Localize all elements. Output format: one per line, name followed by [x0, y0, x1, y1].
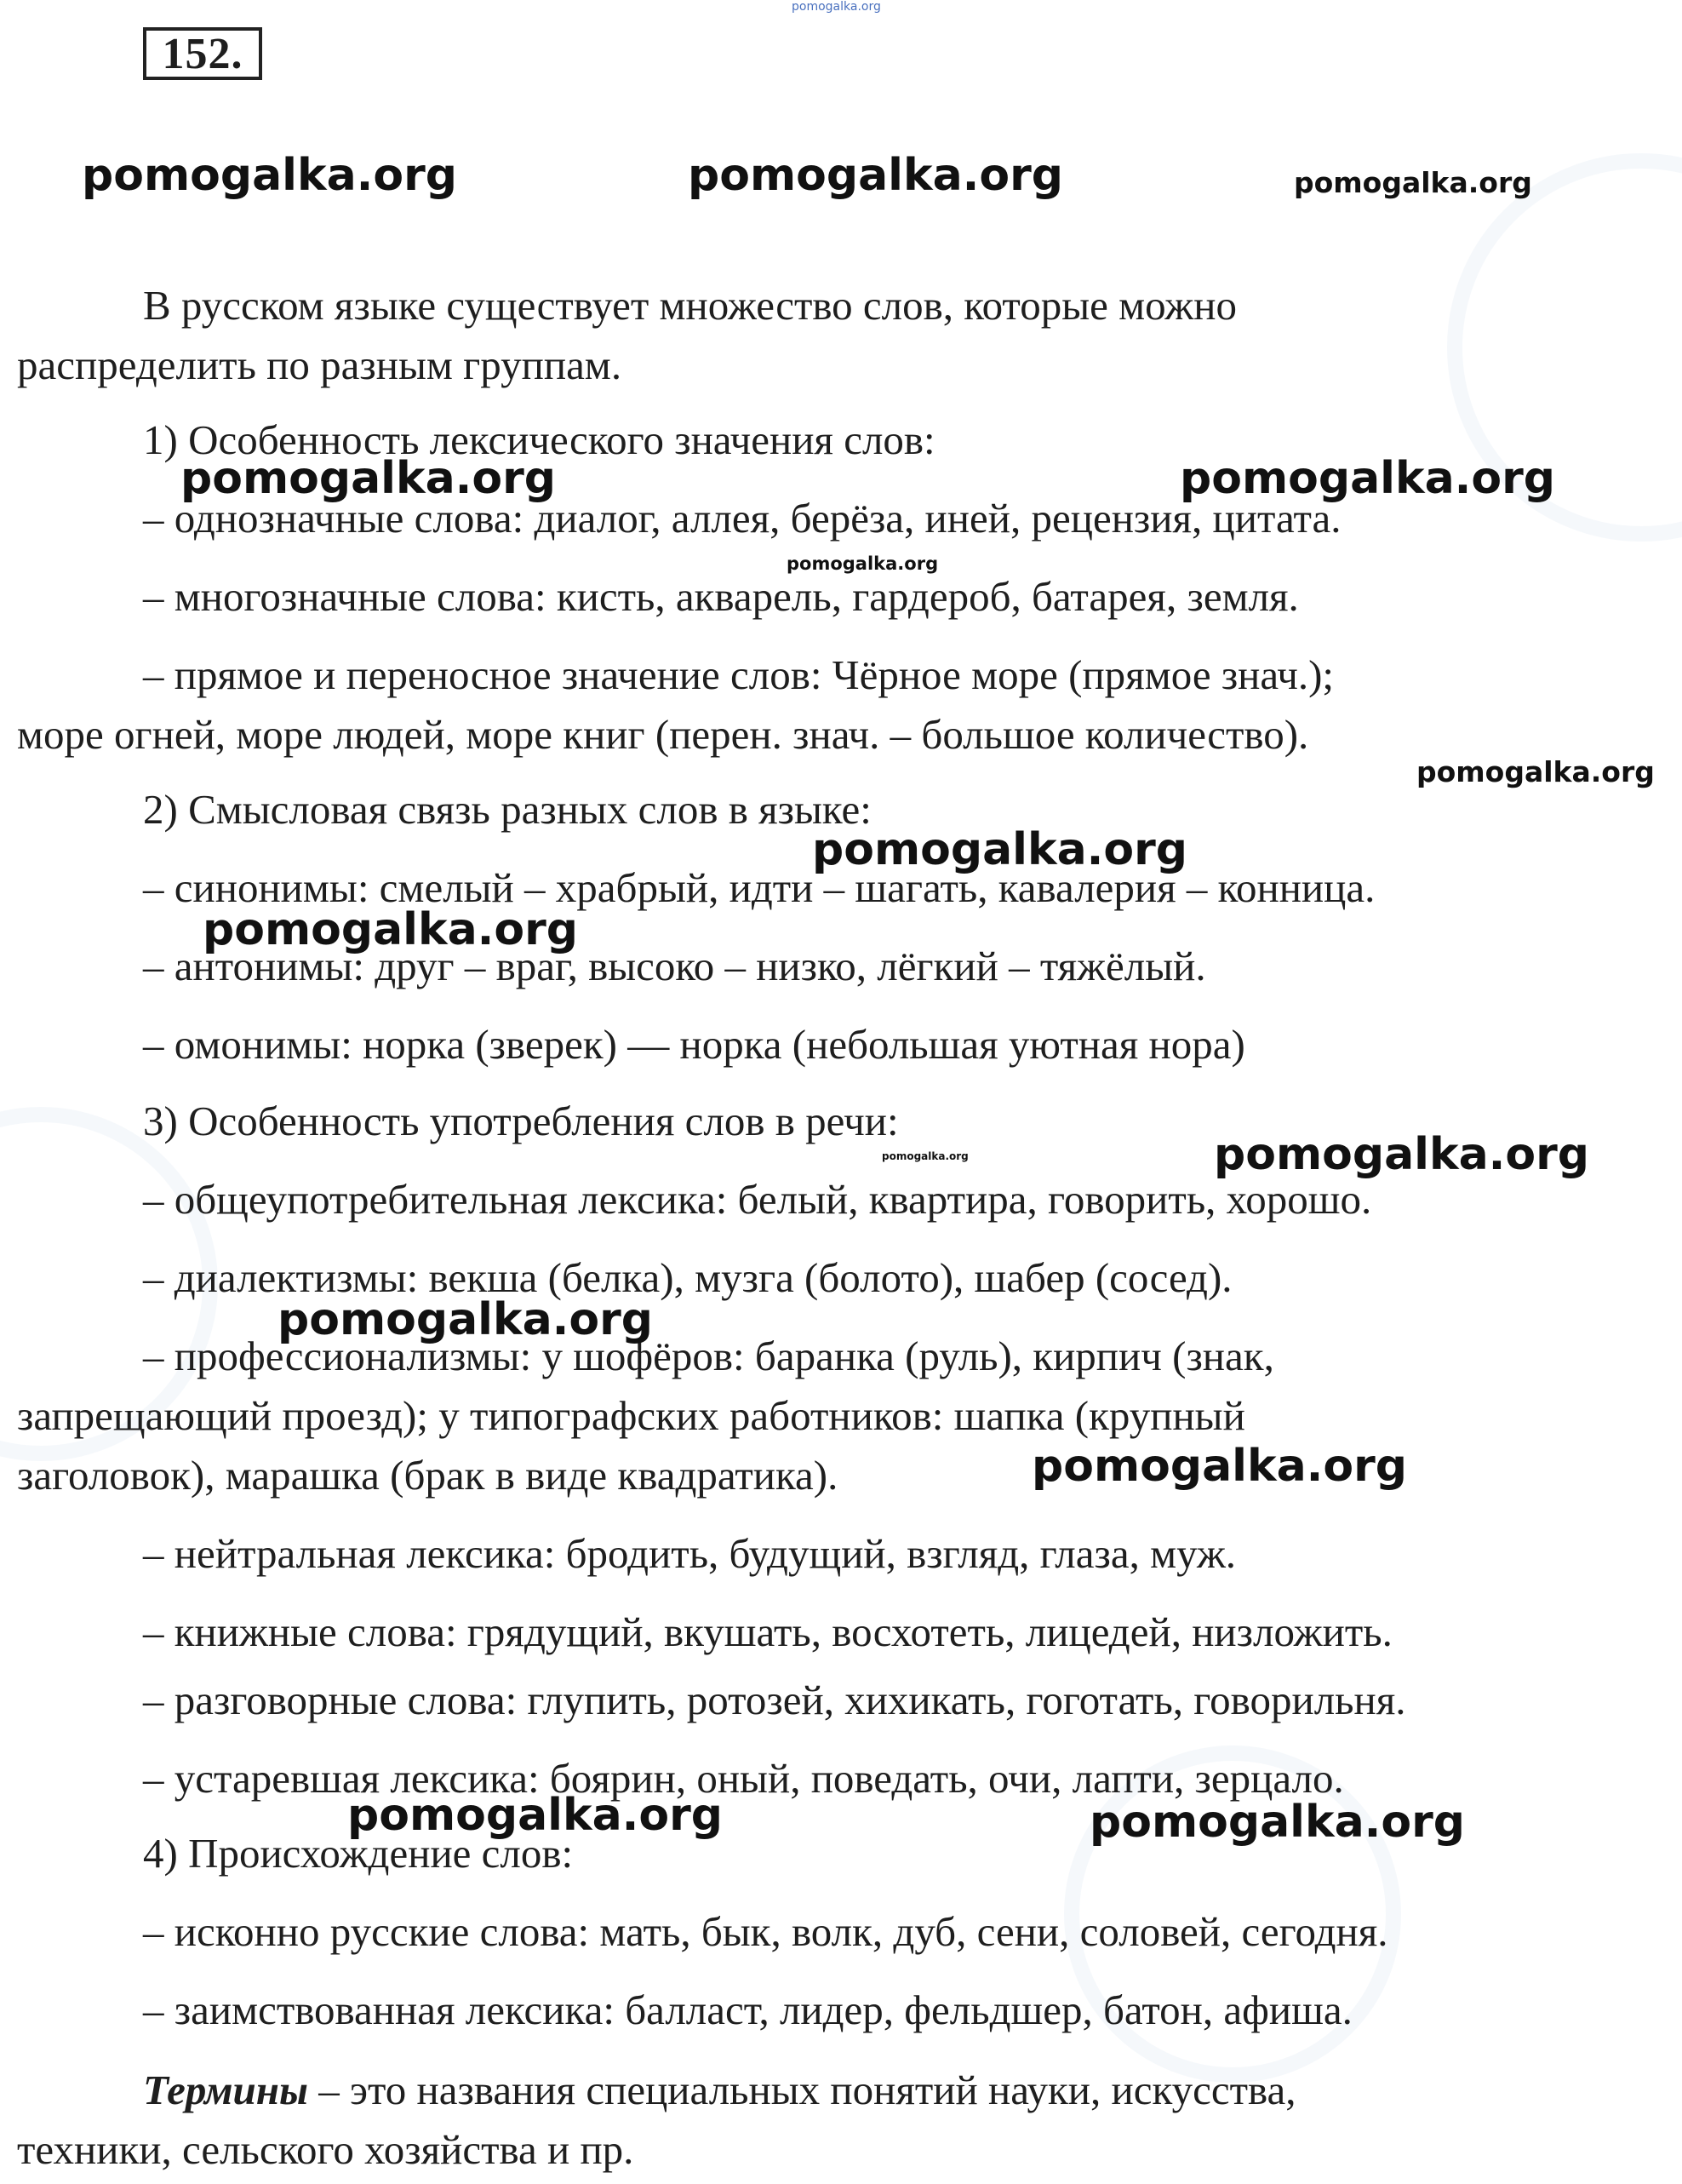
section1-heading: 1) Особенность лексического значения слов:: [143, 416, 935, 463]
list-item: – устаревшая лексика: боярин, оный, поведать, очи, лапти, зерцало.: [143, 1755, 1344, 1802]
list-item-continuation: запрещающий проезд); у типографских работников: шапка (крупный: [17, 1392, 1245, 1439]
watermark-logo: pomogalka.org: [1416, 755, 1655, 788]
watermark-logo: pomogalka.org: [180, 453, 557, 504]
section2-heading: 2) Смысловая связь разных слов в языке:: [143, 786, 872, 833]
term-definition-text: – это названия специальных понятий науки, искусства,: [308, 2066, 1296, 2113]
list-item: – антонимы: друг – враг, высоко – низко, лёгкий – тяжёлый.: [143, 943, 1206, 989]
watermark-logo: pomogalka.org: [1180, 453, 1556, 504]
section4-heading: 4) Происхождение слов:: [143, 1830, 574, 1877]
terms-definition: [143, 2066, 1296, 2113]
watermark-logo: pomogalka.org: [787, 553, 939, 574]
list-item: – однозначные слова: диалог, аллея, берёза, иней, рецензия, цитата.: [143, 495, 1342, 542]
list-item: – омонимы: норка (зверек) — норка (небольшая уютная нора): [143, 1021, 1245, 1068]
watermark-logo: pomogalka.org: [1032, 1441, 1408, 1492]
watermark-logo: pomogalka.org: [203, 904, 579, 955]
watermark-logo: pomogalka.org: [812, 824, 1188, 875]
watermark-logo: pomogalka.org: [882, 1150, 969, 1162]
intro-line-1: В русском языке существует множество слов, которые можно: [143, 282, 1237, 329]
watermark-logo: pomogalka.org: [82, 150, 458, 201]
list-item: – исконно русские слова: мать, бык, волк, дуб, сени, соловей, сегодня.: [143, 1908, 1388, 1955]
intro-line-2: распределить по разным группам.: [17, 341, 622, 388]
watermark-logo: pomogalka.org: [1294, 166, 1532, 199]
list-item: – прямое и переносное значение слов: Чёрное море (прямое знач.);: [143, 651, 1335, 698]
list-item: – общеупотребительная лексика: белый, квартира, говорить, хорошо.: [143, 1176, 1372, 1223]
section3-heading: 3) Особенность употребления слов в речи:: [143, 1098, 899, 1144]
list-item: – разговорные слова: глупить, ротозей, хихикать, гоготать, говорильня.: [143, 1677, 1406, 1723]
watermark-logo: pomogalka.org: [347, 1790, 724, 1841]
list-item: – диалектизмы: векша (белка), музга (болото), шабер (сосед).: [143, 1254, 1233, 1301]
list-item: – синонимы: смелый – храбрый, идти – шагать, кавалерия – конница.: [143, 864, 1376, 911]
watermark-logo: pomogalka.org: [1214, 1129, 1590, 1180]
terms-definition-continuation: техники, сельского хозяйства и пр.: [17, 2126, 634, 2173]
list-item-continuation: заголовок), марашка (брак в виде квадратика).: [17, 1452, 838, 1499]
watermark-logo: pomogalka.org: [688, 150, 1064, 201]
list-item: – профессионализмы: у шофёров: баранка (руль), кирпич (знак,: [143, 1333, 1274, 1379]
watermark-logo: pomogalka.org: [277, 1294, 654, 1345]
list-item: – книжные слова: грядущий, вкушать, восхотеть, лицедей, низложить.: [143, 1608, 1393, 1655]
top-watermark: pomogalka.org: [792, 0, 881, 14]
task-number-box: 152.: [143, 27, 262, 80]
term-word: Термины: [143, 2066, 308, 2113]
watermark-logo: pomogalka.org: [1090, 1797, 1466, 1848]
list-item: – многозначные слова: кисть, акварель, гардероб, батарея, земля.: [143, 573, 1299, 620]
list-item-continuation: море огней, море людей, море книг (перен. знач. – большое количество).: [17, 711, 1309, 758]
list-item: – нейтральная лексика: бродить, будущий, взгляд, глаза, муж.: [143, 1530, 1237, 1577]
list-item: – заимствованная лексика: балласт, лидер, фельдшер, батон, афиша.: [143, 1986, 1353, 2033]
